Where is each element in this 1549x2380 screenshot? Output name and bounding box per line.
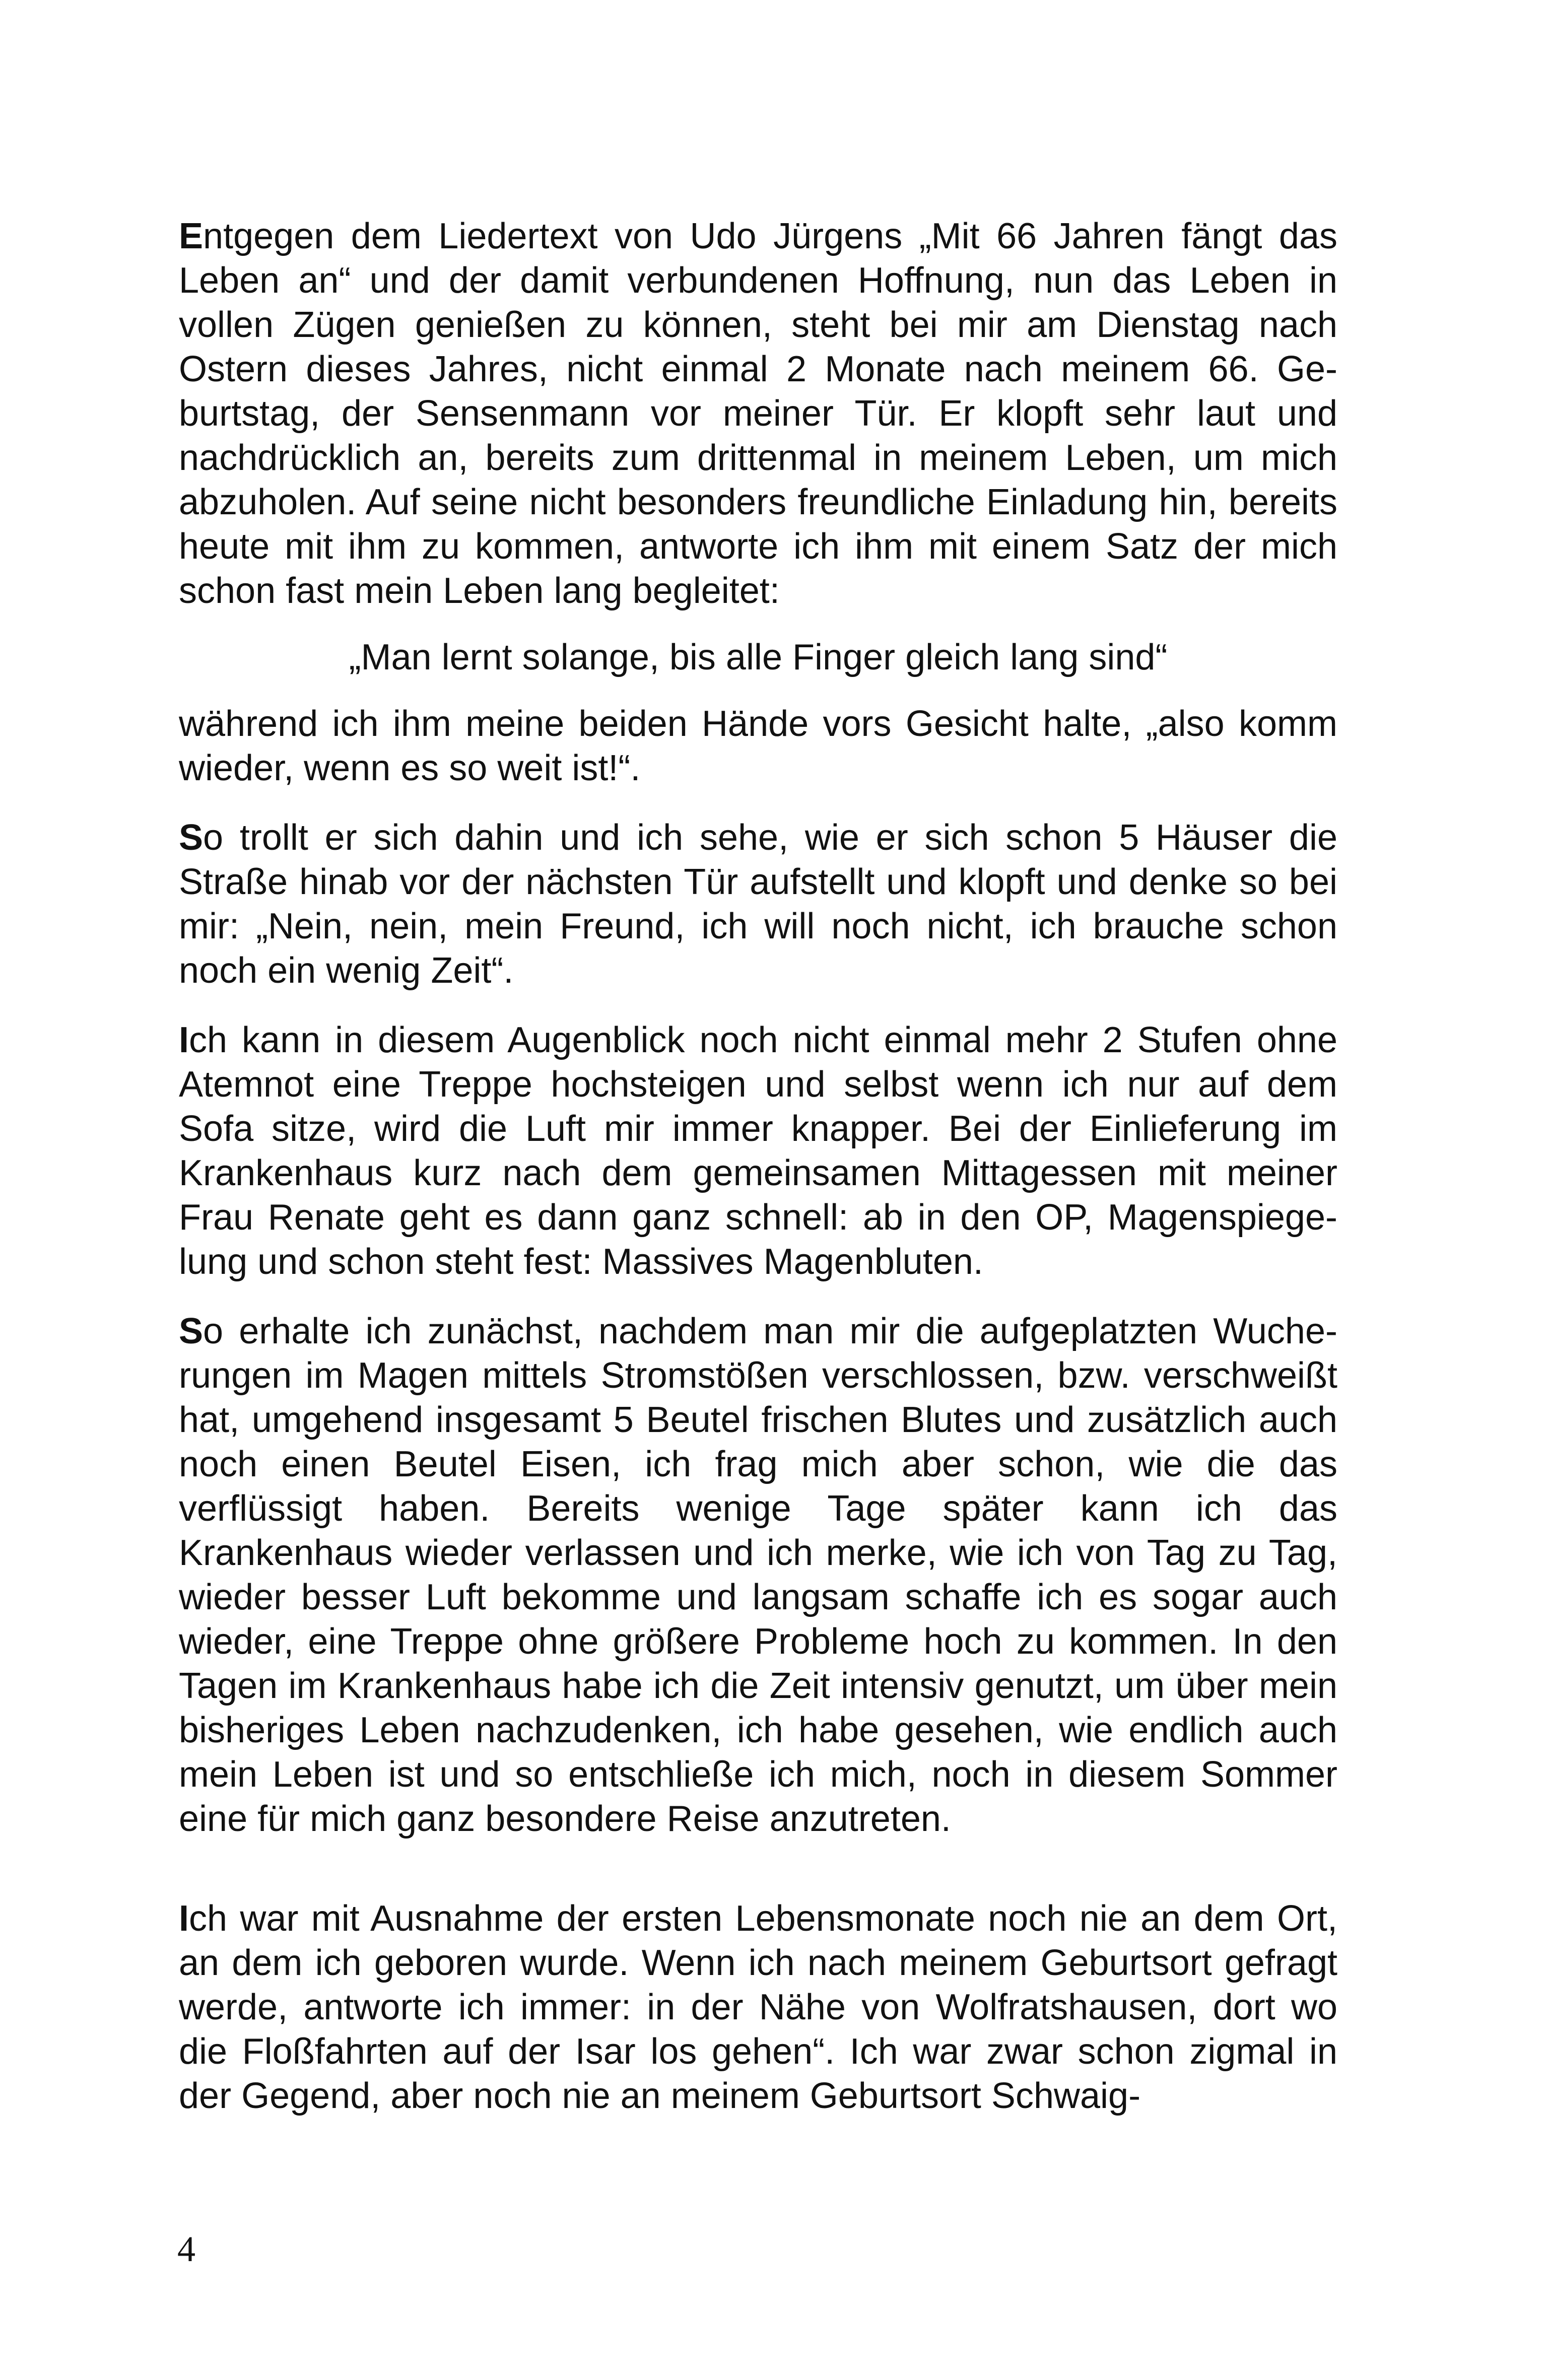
paragraph-6 — [179, 1896, 1337, 2118]
paragraph-6-initial: I — [179, 1898, 189, 1939]
paragraph-5 — [179, 1309, 1337, 1841]
paragraph-4 — [179, 1018, 1337, 1284]
page-number: 4 — [177, 2229, 195, 2269]
paragraph-3 — [179, 815, 1337, 993]
paragraph-6-text: ch war mit Ausnahme der ersten Lebensmonate noch nie an dem Ort, an dem ich geboren wurde. Wenn ich nach meinem Geburtsort gefragt werde, antworte ich immer: in der Nähe von Wolfratshausen, dort wo die Floßfahrten auf der Isar los gehen“. Ich war zwar schon zigmal in der Gegend, aber noch nie an meinem Geburtsort Schwaig- — [179, 1898, 1337, 2116]
paragraph-3-initial: S — [179, 818, 204, 858]
page-body — [179, 214, 1337, 2118]
quote-line: „Man lernt solange, bis alle Finger gleich lang sind“ — [349, 637, 1168, 677]
paragraph-5-initial: S — [179, 1311, 204, 1351]
paragraph-4-initial: I — [179, 1020, 189, 1060]
paragraph-3-text: o trollt er sich dahin und ich sehe, wie er sich schon 5 Häuser die Straße hinab vor der nächsten Tür aufstellt und klopft und denke so bei mir: „Nein, nein, mein Freund, ich will noch nicht, ich brauche schon noch ein wenig Zeit“. — [179, 818, 1337, 991]
paragraph-1 — [179, 214, 1337, 613]
paragraph-1-initial: E — [179, 216, 204, 256]
paragraph-2 — [179, 702, 1337, 790]
paragraph-1-text: ntgegen dem Liedertext von Udo Jürgens „Mit 66 Jahren fängt das Leben an“ und der damit verbundenen Hoffnung, nun das Leben in vollen Zügen genießen zu können, steht bei mir am Dienstag nach Ostern dieses Jahres, nicht einmal 2 Monate nach meinem 66. Geburtstag, der Sensenmann vor meiner Tür. Er klopft sehr laut und nachdrücklich an, bereits zum drittenmal in meinem Leben, um mich abzuholen. Auf seine nicht besonders freundliche Einladung hin, bereits heute mit ihm zu kommen, antworte ich ihm mit einem Satz der mich schon fast mein Leben lang begleitet: — [179, 216, 1337, 611]
paragraph-5-text: o erhalte ich zunächst, nachdem man mir die aufgeplatzten Wucherungen im Magen mittels Stromstößen verschlossen, bzw. verschweißt hat, umgehend insgesamt 5 Beutel frischen Blutes und zusätzlich auch noch einen Beutel Eisen, ich frag mich aber schon, wie die das verflüssigt haben. Bereits wenige Tage später kann ich das Krankenhaus wieder verlassen und ich merke, wie ich von Tag zu Tag, wieder besser Luft bekomme und langsam schaffe ich es sogar auch wieder, eine Treppe ohne größere Probleme hoch zu kommen. In den Tagen im Krankenhaus habe ich die Zeit intensiv genutzt, um über mein bisheriges Leben nachzudenken, ich habe gesehen, wie endlich auch mein Leben ist und so entschließe ich mich, noch in diesem Sommer eine für mich ganz besondere Reise anzutreten. — [179, 1311, 1337, 1839]
paragraph-2-text: während ich ihm meine beiden Hände vors Gesicht halte, „also komm wieder, wenn es so weit ist!“. — [179, 704, 1337, 788]
paragraph-4-text: ch kann in diesem Augenblick noch nicht einmal mehr 2 Stufen ohne Atemnot eine Treppe hochsteigen und selbst wenn ich nur auf dem Sofa sitze, wird die Luft mir immer knapper. Bei der Einlieferung im Krankenhaus kurz nach dem gemeinsamen Mittagessen mit meiner Frau Renate geht es dann ganz schnell: ab in den OP, Magenspiegelung und schon steht fest: Massives Magenbluten. — [179, 1020, 1337, 1282]
